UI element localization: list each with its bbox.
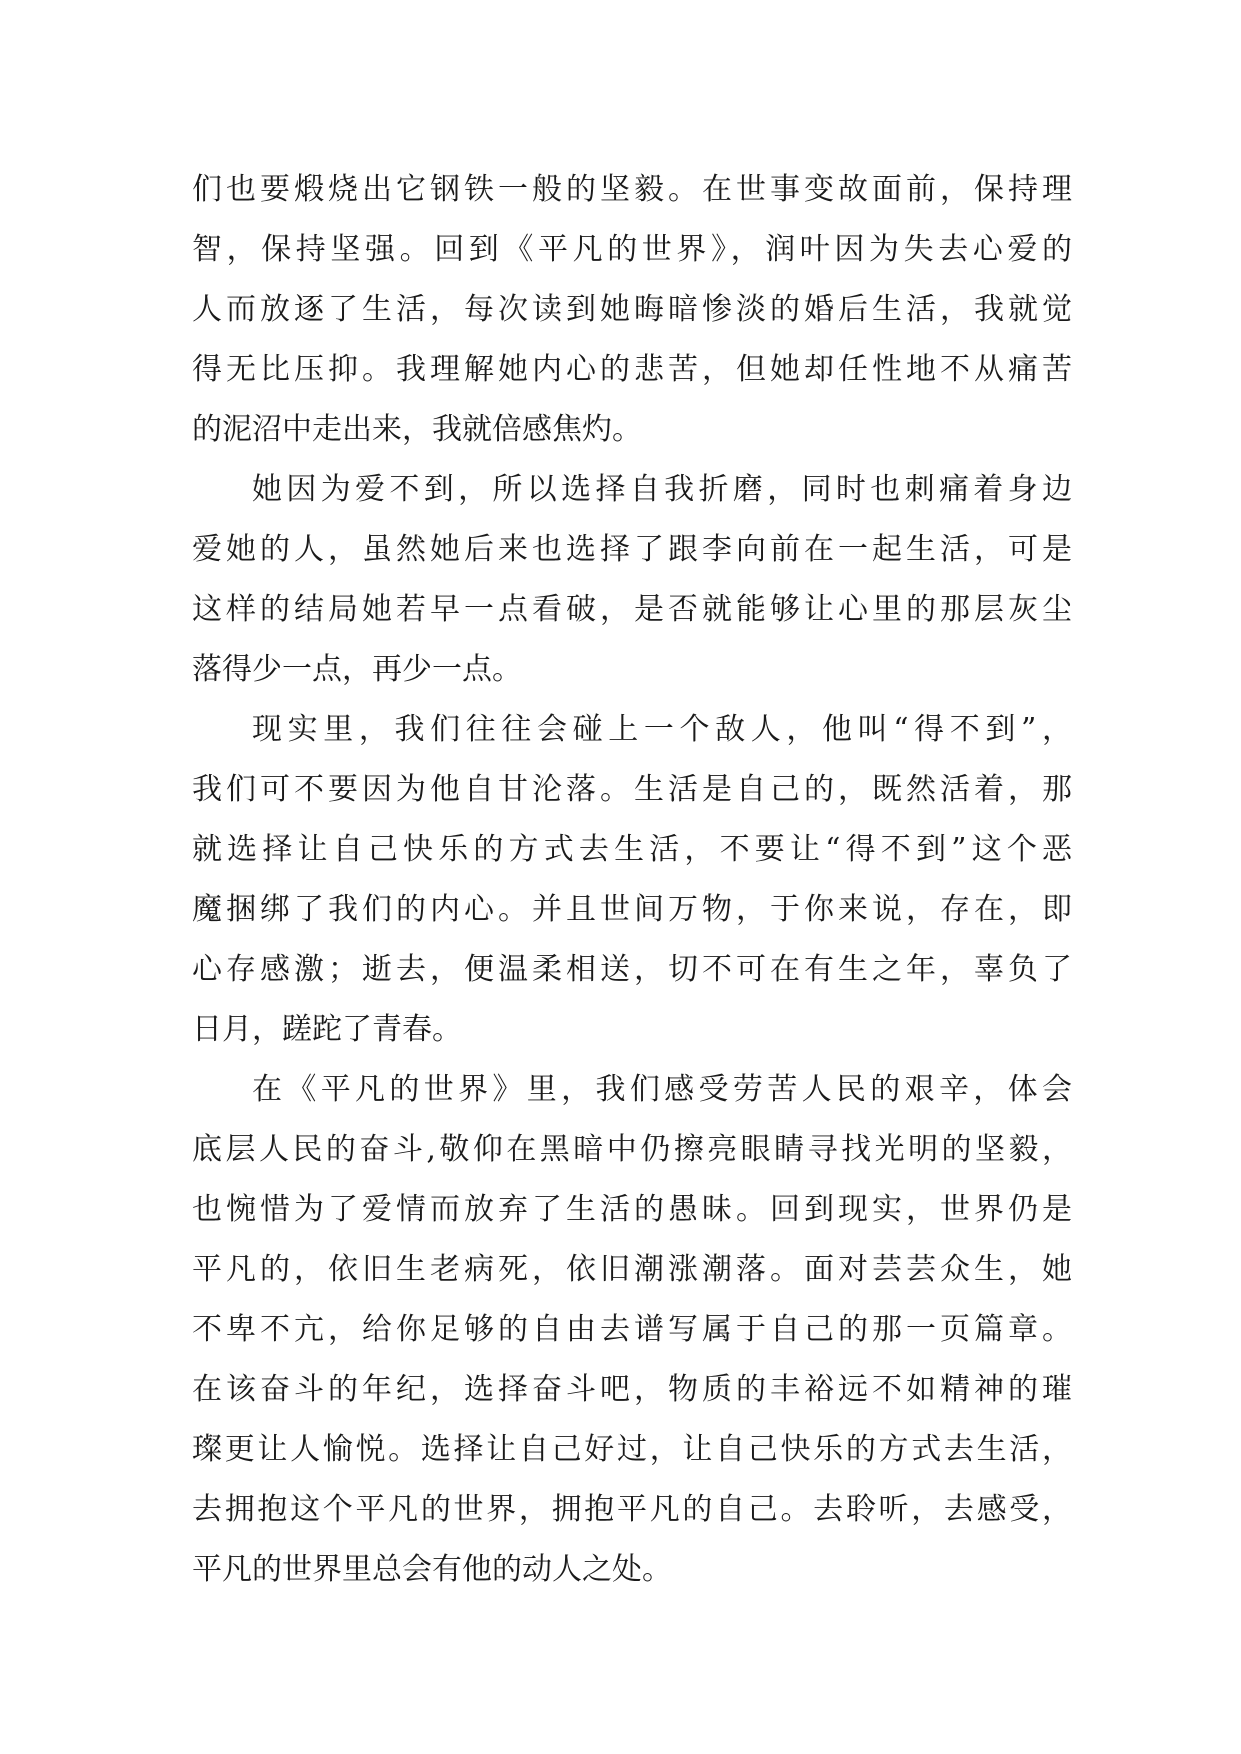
text-line: 璨更让人愉悦。选择让自己好过，让自己快乐的方式去生活， (192, 1432, 1072, 1467)
text-line: 爱她的人，虽然她后来也选择了跟李向前在一起生活，可是 (192, 532, 1072, 567)
text-line: 落得少一点，再少一点。 (192, 652, 522, 687)
text-line: 在《平凡的世界》里，我们感受劳苦人民的艰辛，体会 (252, 1072, 1072, 1107)
document-body (192, 160, 1072, 1600)
text-line: 我们可不要因为他自甘沦落。生活是自己的，既然活着，那 (192, 772, 1072, 807)
text-line: 她因为爱不到，所以选择自我折磨，同时也刺痛着身边 (252, 472, 1072, 507)
text-line: 这样的结局她若早一点看破，是否就能够让心里的那层灰尘 (192, 592, 1072, 627)
text-line: 去拥抱这个平凡的世界，拥抱平凡的自己。去聆听，去感受， (192, 1492, 1072, 1527)
text-line: 现实里，我们往往会碰上一个敌人，他叫“得不到”， (252, 712, 1072, 747)
text-line: 平凡的世界里总会有他的动人之处。 (192, 1552, 672, 1587)
text-line: 也惋惜为了爱情而放弃了生活的愚昧。回到现实，世界仍是 (192, 1192, 1072, 1227)
text-line: 底层人民的奋斗,敬仰在黑暗中仍擦亮眼睛寻找光明的坚毅， (192, 1132, 1072, 1167)
text-line: 不卑不亢，给你足够的自由去谱写属于自己的那一页篇章。 (192, 1312, 1072, 1347)
text-line: 得无比压抑。我理解她内心的悲苦，但她却任性地不从痛苦 (192, 352, 1072, 387)
text-line: 们也要煅烧出它钢铁一般的坚毅。在世事变故面前，保持理 (192, 172, 1072, 207)
text-line: 就选择让自己快乐的方式去生活，不要让“得不到”这个恶 (192, 832, 1072, 867)
text-line: 魔捆绑了我们的内心。并且世间万物，于你来说，存在，即 (192, 892, 1072, 927)
text-line: 的泥沼中走出来，我就倍感焦灼。 (192, 412, 642, 447)
text-line: 日月，蹉跎了青春。 (192, 1012, 462, 1047)
text-line: 在该奋斗的年纪，选择奋斗吧，物质的丰裕远不如精神的璀 (192, 1372, 1072, 1407)
text-line: 人而放逐了生活，每次读到她晦暗惨淡的婚后生活，我就觉 (192, 292, 1072, 327)
text-line: 心存感激；逝去，便温柔相送，切不可在有生之年，辜负了 (192, 952, 1072, 987)
text-line: 智，保持坚强。回到《平凡的世界》，润叶因为失去心爱的 (192, 232, 1072, 267)
text-line: 平凡的，依旧生老病死，依旧潮涨潮落。面对芸芸众生，她 (192, 1252, 1072, 1287)
